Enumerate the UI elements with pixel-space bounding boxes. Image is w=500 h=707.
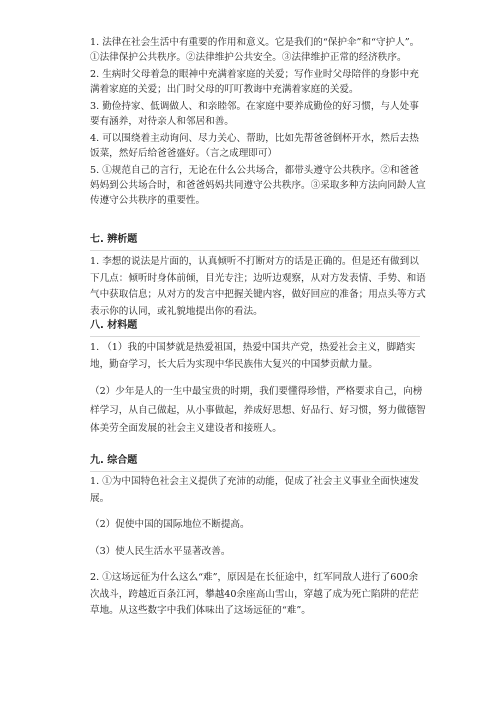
answer-item: 3. 勤俭持家、低调做人、和亲睦邻。在家庭中要养成勤俭的好习惯，与人处事要有涵养，对待亲人和邻居和善。 <box>90 101 419 127</box>
section-heading: 八. 材料题 <box>90 320 138 331</box>
section-8-answers <box>90 340 426 439</box>
section-divider <box>90 336 420 337</box>
answer-item: 2. 生病时父母着急的眼神中充满着家庭的关爱；写作业时父母陪伴的身影中充满着家庭的关爱；出门时父母的叮叮教诲中充满着家庭的关爱。 <box>90 69 419 95</box>
answer-item: （2）促使中国的国际地位不断提高。 <box>90 519 250 530</box>
section-heading: 九. 综合题 <box>90 455 138 466</box>
section-9-answers <box>90 474 426 620</box>
answer-item: 1. ①为中国特色社会主义提供了充沛的动能，促成了社会主义事业全面快速发展。 <box>90 476 419 504</box>
section-9 <box>90 453 426 468</box>
section-8 <box>90 318 426 333</box>
answer-item: 1. 李想的说法是片面的，认真倾听不打断对方的话是正确的。但是还有做到以下几点：倾听时身体前倾，目光专注；边听边观察，从对方发表情、手势、和语气中获取信息；从对方的发言中把握关键内容，做好回应的准备；用点头等方式表示你的认同，或礼貌地提出你的看法。 <box>90 256 426 317</box>
answer-item: 2. ①这场远征为什么这么“难”，原因是在长征途中，红军同敌人进行了600余次战斗，跨越近百条江河，攀越40余座高山雪山，穿越了成为死亡陷阱的茫茫草地。从这些数字中我们体味出了这场远征的“难”。 <box>90 572 419 616</box>
answer-item: 1. 法律在社会生活中有重要的作用和意义。它是我们的“保护伞”和“守护人”。 ①法律保护公共秩序。②法律维护公共安全。③法律维护正常的经济秩序。 <box>90 37 420 63</box>
section-7 <box>90 232 426 247</box>
section-divider <box>90 471 420 472</box>
answer-item: 1. （1）我的中国梦就是热爱祖国，热爱中国共产党，热爱社会主义，脚踏实地，勤奋学习，长大后为实现中华民族伟大复兴的中国梦贡献力量。 <box>90 342 416 370</box>
answer-item: （2）少年是人的一生中最宝贵的时期，我们要懂得珍惜，严格要求自己，向榜样学习，从自己做起，从小事做起，养成好思想、好品行、好习惯，努力做德智体美劳全面发展的社会主义建设者和接班人。 <box>90 386 426 434</box>
answer-item: （3）使人民生活水平显著改善。 <box>90 545 231 557</box>
answer-item: 4. 可以围绕着主动询问、尽力关心、帮助，比如先帮爸爸倒杯开水，然后去热饭菜，然好后给爸爸盛好。（言之成理即可） <box>90 133 419 159</box>
section-7-answers <box>90 254 426 320</box>
section-heading: 七. 辨析题 <box>90 234 138 245</box>
section-divider <box>90 250 420 251</box>
answer-item: 5. ①规范自己的言行，无论在什么公共场合，都带头遵守公共秩序。②和爸爸妈妈到公共场合时，和爸爸妈妈共同遵守公共秩序。③采取多种方法向同龄人宣传遵守公共秩序的重要性。 <box>90 165 426 206</box>
section-6-answers <box>90 35 426 208</box>
